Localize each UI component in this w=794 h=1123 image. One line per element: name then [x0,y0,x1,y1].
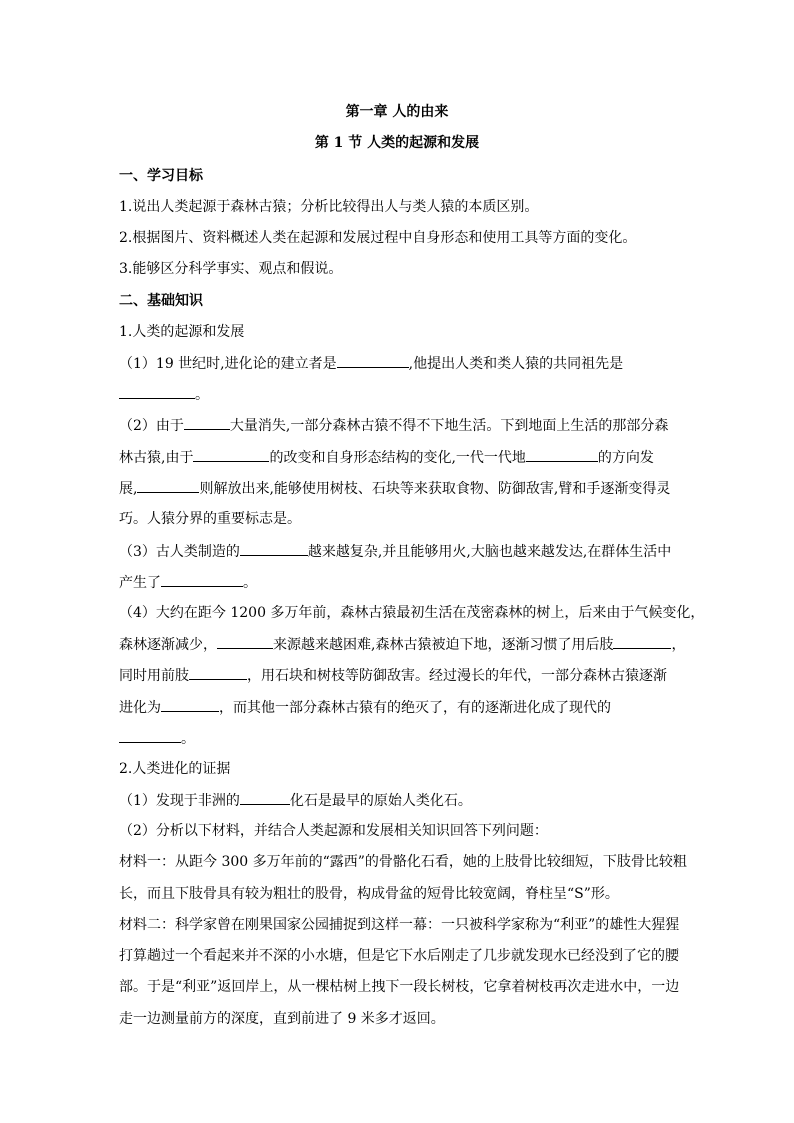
question-4-text-d: ， [671,637,686,653]
question-4-text-g: 进化为 [119,700,161,716]
question-4-line-4 [119,697,611,718]
question-4-text-f: ，用石块和树枝等防御敌害。经过漫长的年代，一部分森林古猿逐渐 [247,668,667,684]
question-2-text-a: （2）由于 [119,418,184,434]
answer-blank[interactable] [613,634,671,649]
material-2-line-4: 走一边测量前方的深度，直到前进了 9 米多才返回。 [119,1011,445,1027]
answer-blank[interactable] [137,478,199,493]
question-5-line-1 [119,790,472,811]
question-1-line-2 [119,384,209,405]
question-4-text-i: 。 [181,731,195,747]
question-2-line-4: 巧。人猿分界的重要标志是。 [119,511,301,527]
question-1-text-b: ,他提出人类和类人猿的共同祖先是 [408,356,624,372]
subsection-evidence: 2.人类进化的证据 [119,761,231,777]
section-title: 第 1 节 人类的起源和发展 [314,135,480,151]
answer-blank[interactable] [119,384,195,399]
goal-item-2: 2.根据图片、资料概述人类在起源和发展过程中自身形态和使用工具等方面的变化。 [119,230,637,246]
question-4-line-2 [119,634,685,655]
goal-item-3: 3.能够区分科学事实、观点和假说。 [119,261,343,277]
basics-heading: 二、基础知识 [119,293,203,309]
material-1-line-1: 材料一：从距今 300 多万年前的“露西”的骨骼化石看，她的上肢骨比较细短，下肢骨比较粗 [119,854,687,870]
question-3-text-a: （3）古人类制造的 [119,544,240,560]
answer-blank[interactable] [217,634,273,649]
question-4-line-5 [119,728,195,749]
question-2-text-b: 大量消失,一部分森林古猿不得不下地生活。下到地面上生活的那部分森 [229,418,669,434]
goals-heading: 一、学习目标 [119,168,203,184]
question-4-line-3 [119,665,667,686]
answer-blank[interactable] [240,541,308,556]
question-3-text-c: 产生了 [119,575,161,591]
question-2-line-3 [119,478,670,499]
question-5-text-a: （1）发现于非洲的 [119,793,240,809]
answer-blank[interactable] [161,572,243,587]
question-2-line-2 [119,447,654,468]
answer-blank[interactable] [337,353,409,368]
question-1-text-a: （1）19 世纪时,进化论的建立者是 [119,356,337,372]
question-1-line-1 [119,353,623,374]
question-2-text-c: 林古猿,由于 [119,450,194,466]
question-3-line-1 [119,541,671,562]
answer-blank[interactable] [240,790,290,805]
question-6-prompt: （2）分析以下材料，并结合人类起源和发展相关知识回答下列问题： [119,823,548,839]
material-2-line-2: 打算趟过一个看起来并不深的小水塘，但是它下水后刚走了几步就发现水已经没到了它的腰 [119,948,679,964]
goal-item-1: 1.说出人类起源于森林古猿；分析比较得出人与类人猿的本质区别。 [119,199,539,215]
material-1-line-2: 长，而且下肢骨具有较为粗壮的股骨，构成骨盆的短骨比较宽阔，脊柱呈“S”形。 [119,886,619,902]
answer-blank[interactable] [189,665,247,680]
answer-blank[interactable] [526,447,598,462]
answer-blank[interactable] [161,697,219,712]
question-4-text-e: 同时用前肢 [119,668,189,684]
material-2-line-1: 材料二：科学家曾在刚果国家公园捕捉到这样一幕：一只被科学家称为“利亚”的雄性大猩猩 [119,917,680,933]
question-2-text-d: 的改变和自身形态结构的变化,一代一代地 [269,450,526,466]
question-4-line-1: （4）大约在距今 1200 多万年前，森林古猿最初生活在茂密森林的树上，后来由于气候变化， [119,605,705,621]
question-4-text-c: 来源越来越困难,森林古猿被迫下地，逐渐习惯了用后肢 [273,637,614,653]
answer-blank[interactable] [119,728,181,743]
subsection-origin: 1.人类的起源和发展 [119,324,245,340]
question-2-text-g: 则解放出来,能够使用树枝、石块等来获取食物、防御敌害,臂和手逐渐变得灵 [199,481,671,497]
question-2-line-1 [119,415,668,436]
answer-blank[interactable] [184,415,230,430]
question-4-text-h: ，而其他一部分森林古猿有的绝灭了，有的逐渐进化成了现代的 [219,700,611,716]
question-2-text-e: 的方向发 [597,450,654,466]
answer-blank[interactable] [193,447,269,462]
question-4-text-b: 森林逐渐减少， [119,637,217,653]
question-3-text-d: 。 [243,575,257,591]
material-2-line-3: 部。于是“利亚”返回岸上，从一棵枯树上拽下一段长树枝，它拿着树枝再次走进水中，一边 [119,979,680,995]
question-5-text-b: 化石是最早的原始人类化石。 [289,793,472,809]
question-3-line-2 [119,572,257,593]
question-3-text-b: 越来越复杂,并且能够用火,大脑也越来越发达,在群体生活中 [307,544,672,560]
chapter-title: 第一章 人的由来 [345,104,449,120]
question-2-text-f: 展, [119,481,138,497]
question-1-text-c: 。 [195,387,209,403]
